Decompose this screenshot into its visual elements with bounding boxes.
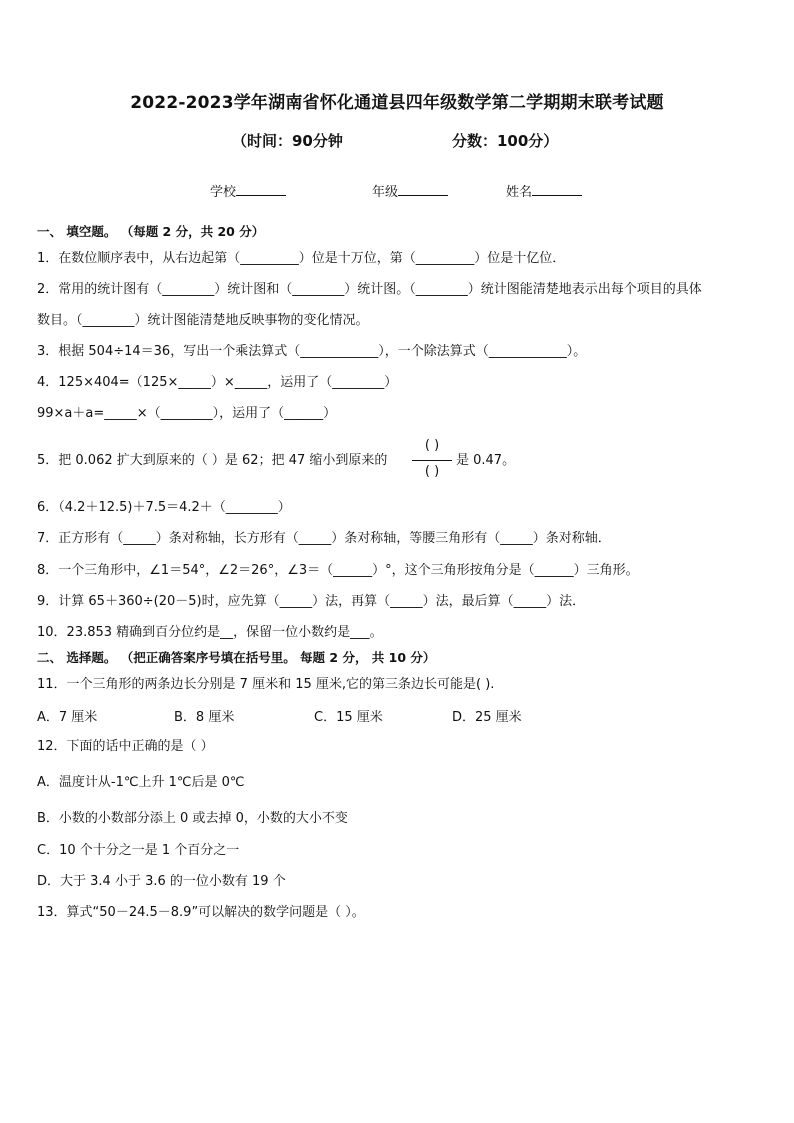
grade-field: [372, 181, 448, 200]
question-5-text: 5．把 0.062 扩大到原来的（ ）是 62；把 47 缩小到原来的: [37, 453, 388, 468]
q11-option-b[interactable]: B．8 厘米: [174, 710, 235, 725]
grade-label: 年级: [372, 185, 399, 200]
name-blank[interactable]: [532, 183, 582, 196]
exam-title: 2022-2023学年湖南省怀化通道县四年级数学第二学期期末联考试题: [130, 93, 664, 113]
q11-option-d[interactable]: D．25 厘米: [452, 710, 522, 725]
fraction-numerator: ( ): [424, 438, 440, 453]
question-5-fraction: [410, 438, 454, 484]
question-4-line-1: 4．125×404=（125×_____）×_____，运用了（________）: [37, 375, 398, 390]
grade-blank[interactable]: [398, 183, 448, 196]
q12-option-c[interactable]: C．10 个十分之一是 1 个百分之一: [37, 843, 240, 858]
question-11: 11．一个三角形的两条边长分别是 7 厘米和 15 厘米,它的第三条边长可能是( ).: [37, 677, 495, 692]
question-1: 1．在数位顺序表中，从右边起第（_________）位是十万位，第（_________）位是十亿位．: [37, 251, 566, 266]
q11-option-c[interactable]: C．15 厘米: [314, 710, 383, 725]
q11-option-a[interactable]: A．7 厘米: [37, 710, 98, 725]
name-field: [506, 181, 582, 200]
question-6: 6．（4.2＋12.5)＋7.5＝4.2＋（________）: [37, 500, 291, 515]
school-label: 学校: [210, 185, 237, 200]
question-5-tail: 是 0.47。: [456, 453, 516, 468]
question-9: 9．计算 65＋360÷(20－5)时，应先算（_____）法，再算（_____）法，最后算（_____）法．: [37, 594, 586, 609]
exam-time: （时间：90分钟: [232, 132, 343, 150]
fraction-denominator: ( ): [424, 464, 440, 479]
school-field: [210, 181, 286, 200]
fraction-bar: [412, 460, 452, 461]
name-label: 姓名: [506, 185, 533, 200]
question-4-line-2: 99×a＋a=_____×（________），运用了（______）: [37, 406, 337, 421]
section-2-heading: 二、 选择题。 （把正确答案序号填在括号里。 每题 2 分， 共 10 分）: [37, 650, 436, 665]
question-3: 3．根据 504÷14＝36，写出一个乘法算式（____________），一个除法算式（____________）。: [37, 344, 587, 359]
exam-score: 分数：100分）: [452, 132, 559, 150]
q12-option-a[interactable]: A．温度计从-1℃上升 1℃后是 0℃: [37, 775, 245, 790]
question-2-line-1: 2．常用的统计图有（________）统计图和（________）统计图。（________）统计图能清楚地表示出每个项目的具体: [37, 282, 702, 297]
question-10: 10．23.853 精确到百分位约是__，保留一位小数约是___。: [37, 625, 383, 640]
question-8: 8．一个三角形中，∠1＝54°，∠2＝26°，∠3＝（______）°，这个三角形按角分是（______）三角形。: [37, 563, 639, 578]
section-1-heading: 一、 填空题。 （每题 2 分，共 20 分）: [37, 224, 265, 239]
question-12: 12．下面的话中正确的是（ ）: [37, 739, 214, 754]
q12-option-d[interactable]: D．大于 3.4 小于 3.6 的一位小数有 19 个: [37, 874, 286, 889]
q12-option-b[interactable]: B．小数的小数部分添上 0 或去掉 0，小数的大小不变: [37, 811, 348, 826]
question-13: 13．算式“50－24.5－8.9”可以解决的数学问题是（ ）。: [37, 905, 365, 920]
school-blank[interactable]: [236, 183, 286, 196]
question-2-line-2: 数目。（________）统计图能清楚地反映事物的变化情况。: [37, 313, 369, 328]
question-7: 7．正方形有（_____）条对称轴，长方形有（_____）条对称轴，等腰三角形有（_____）条对称轴．: [37, 531, 611, 546]
